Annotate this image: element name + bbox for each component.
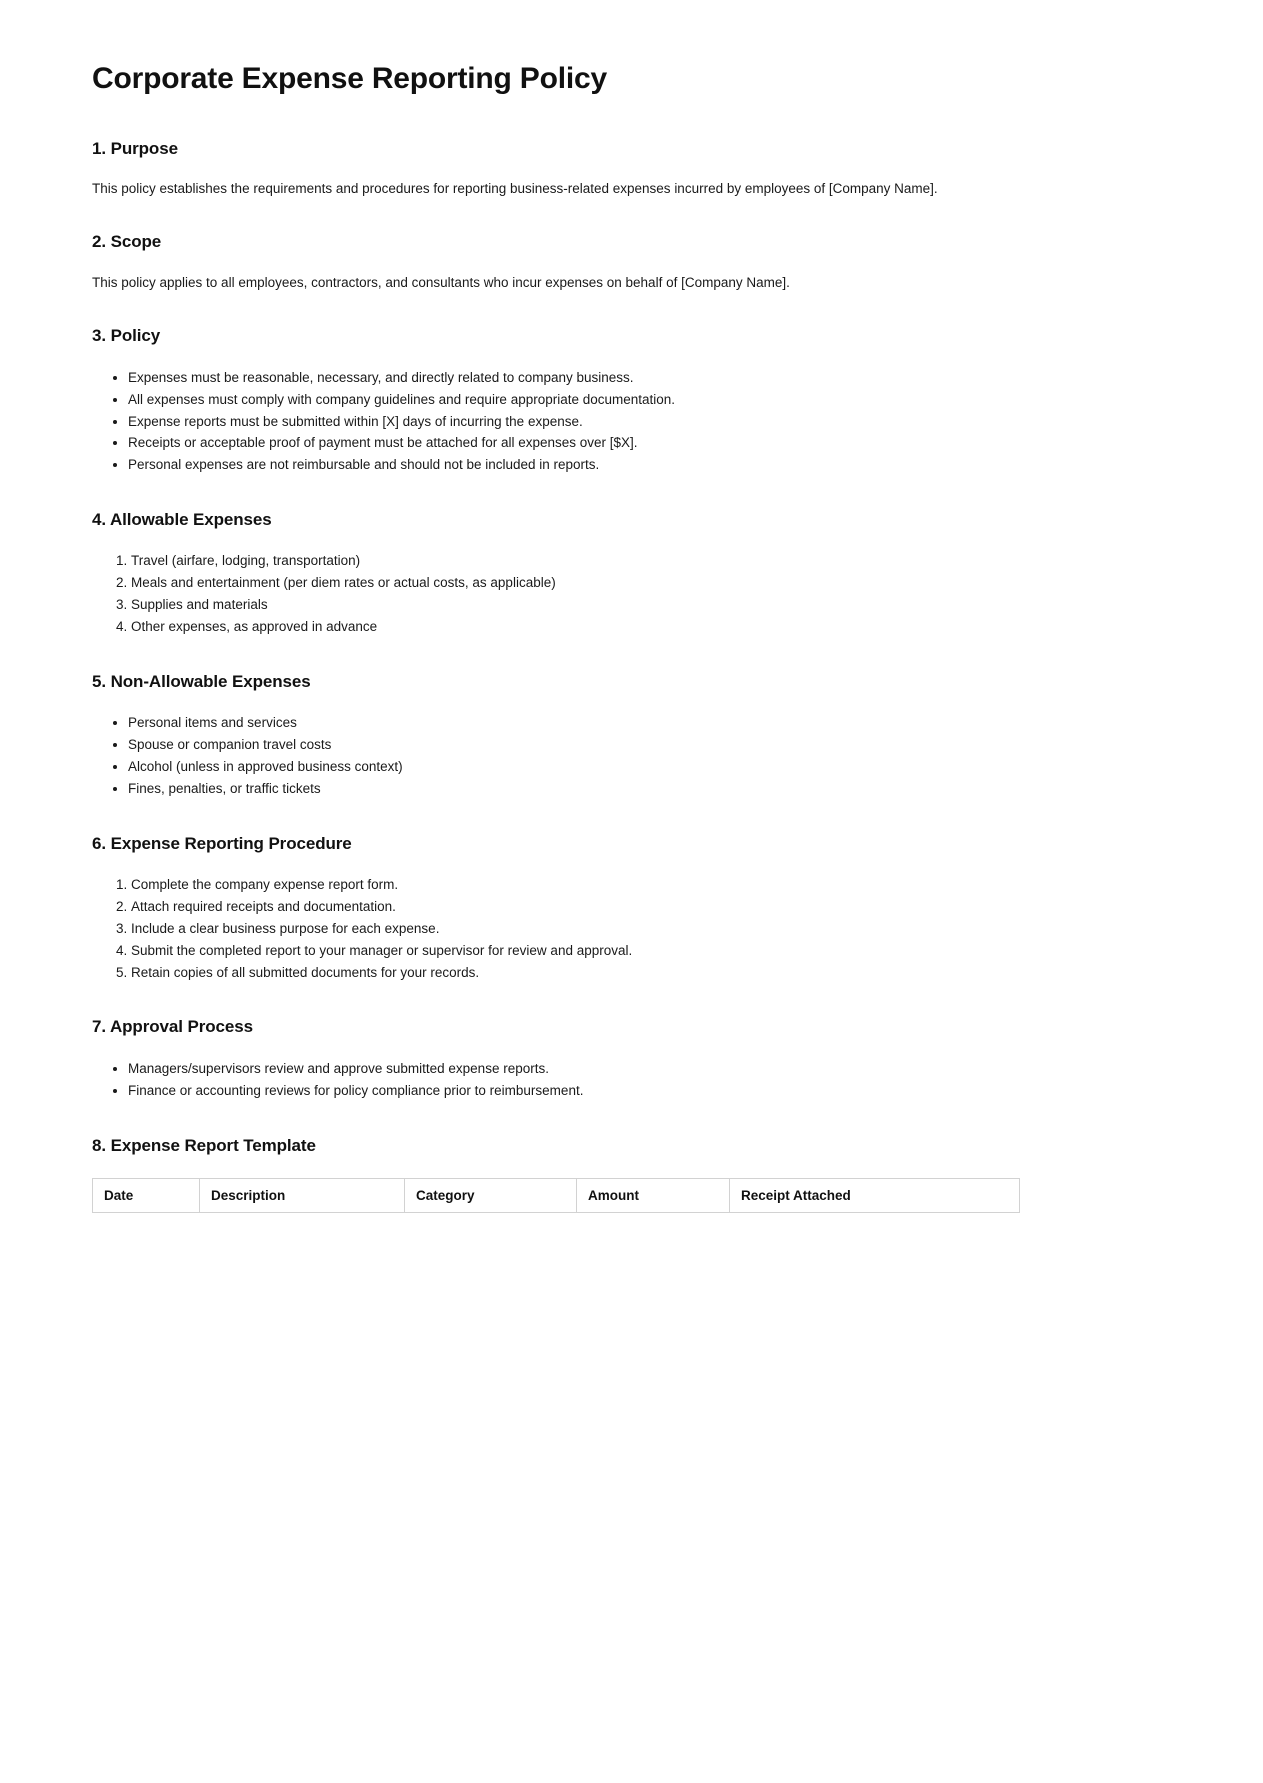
table-column-header: Amount — [577, 1178, 730, 1212]
section-paragraph: This policy applies to all employees, contractors, and consultants who incur expenses on behalf of [Company Name]. — [92, 274, 790, 290]
section-heading: 2. Scope — [92, 232, 162, 252]
list-item: • Spouse or companion travel costs — [128, 734, 1171, 756]
document-section — [92, 672, 1171, 800]
section-heading: 1. Purpose — [92, 138, 178, 158]
section-heading: 7. Approval Process — [92, 1017, 253, 1037]
table-column-header: Receipt Attached — [730, 1178, 1020, 1212]
list-item: 1. Complete the company expense report form. — [131, 874, 1171, 896]
list-item: 1. Travel (airfare, lodging, transportation) — [131, 550, 1171, 572]
list-item: • All expenses must comply with company guidelines and require appropriate documentation. — [128, 389, 1171, 411]
document-section — [92, 326, 1171, 476]
list-item: 3. Supplies and materials — [131, 594, 1171, 616]
document-section — [92, 1136, 1171, 1213]
list-item: 2. Attach required receipts and documentation. — [131, 896, 1171, 918]
page-bottom-whitespace — [92, 1213, 1171, 1693]
numbered-list — [92, 550, 1171, 637]
section-heading: 4. Allowable Expenses — [92, 510, 272, 530]
document-section — [92, 232, 1171, 292]
bullet-list — [92, 712, 1171, 799]
list-item: 3. Include a clear business purpose for each expense. — [131, 918, 1171, 940]
table-header-row — [93, 1178, 1020, 1212]
list-item: 5. Retain copies of all submitted documents for your records. — [131, 962, 1171, 984]
page-title: Corporate Expense Reporting Policy — [92, 62, 607, 95]
bullet-list — [92, 1058, 1171, 1102]
numbered-list — [92, 874, 1171, 983]
list-item: • Expense reports must be submitted within [X] days of incurring the expense. — [128, 411, 1171, 433]
section-paragraph: This policy establishes the requirements and procedures for reporting business-related expenses incurred by employees of [Company Name]. — [92, 180, 938, 196]
document-section — [92, 1017, 1171, 1101]
document-section — [92, 510, 1171, 638]
document-section — [92, 834, 1171, 984]
list-item: • Receipts or acceptable proof of payment must be attached for all expenses over [$X]. — [128, 432, 1171, 454]
bullet-list — [92, 367, 1171, 476]
list-item: • Fines, penalties, or traffic tickets — [128, 778, 1171, 800]
document-section — [92, 139, 1171, 199]
list-item: • Personal expenses are not reimbursable and should not be included in reports. — [128, 454, 1171, 476]
table-column-header: Category — [405, 1178, 577, 1212]
section-heading: 8. Expense Report Template — [92, 1135, 316, 1155]
section-heading: 6. Expense Reporting Procedure — [92, 833, 352, 853]
expense-report-table — [92, 1178, 1020, 1213]
list-item: • Alcohol (unless in approved business context) — [128, 756, 1171, 778]
list-item: • Expenses must be reasonable, necessary, and directly related to company business. — [128, 367, 1171, 389]
list-item: • Finance or accounting reviews for policy compliance prior to reimbursement. — [128, 1080, 1171, 1102]
section-heading: 5. Non-Allowable Expenses — [92, 671, 311, 691]
list-item: 4. Submit the completed report to your manager or supervisor for review and approval. — [131, 940, 1171, 962]
table-column-header: Date — [93, 1178, 200, 1212]
list-item: • Managers/supervisors review and approve submitted expense reports. — [128, 1058, 1171, 1080]
list-item: • Personal items and services — [128, 712, 1171, 734]
list-item: 2. Meals and entertainment (per diem rates or actual costs, as applicable) — [131, 572, 1171, 594]
table-column-header: Description — [200, 1178, 405, 1212]
document-body — [92, 139, 1171, 1213]
section-heading: 3. Policy — [92, 326, 161, 346]
list-item: 4. Other expenses, as approved in advance — [131, 616, 1171, 638]
